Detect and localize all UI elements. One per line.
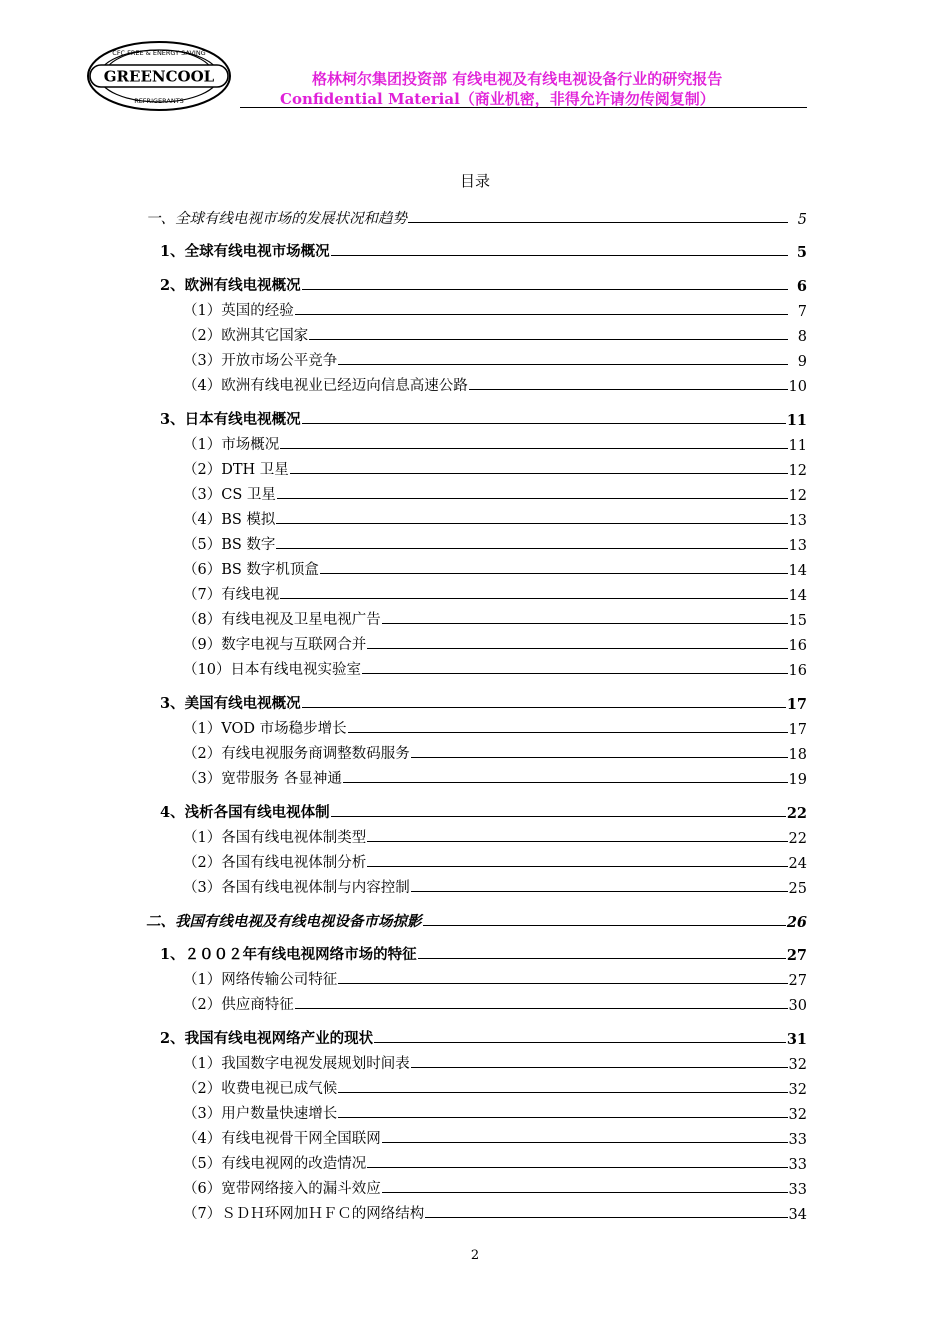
confidential-en: Confidential Material	[280, 90, 460, 108]
toc-entry[interactable]	[146, 604, 807, 629]
toc-entry[interactable]	[146, 1173, 807, 1198]
toc-entry-page: 16	[788, 638, 807, 654]
toc-entry-label: （1）VOD 市场稳步增长	[183, 721, 347, 737]
toc-entry-label: 3、日本有线电视概况	[160, 411, 301, 428]
toc-entry-page: 13	[788, 513, 807, 529]
greencool-logo	[86, 40, 232, 112]
toc-entry-label: （7）有线电视	[183, 587, 280, 603]
toc-entry-page: 19	[788, 772, 807, 788]
toc-leader	[302, 289, 788, 290]
toc-entry[interactable]	[146, 797, 807, 822]
toc-entry-page: 11	[788, 438, 807, 454]
toc-entry-page: 16	[788, 663, 807, 679]
toc-leader	[338, 364, 788, 365]
toc-entry-page: 25	[788, 881, 807, 897]
page-number: 2	[470, 1248, 480, 1263]
toc-entry[interactable]	[146, 404, 807, 429]
toc-leader	[309, 339, 788, 340]
toc-leader	[367, 1167, 787, 1168]
toc-leader	[411, 1067, 788, 1068]
toc-entry-label: 二、我国有线电视及有线电视设备市场掠影	[146, 913, 422, 930]
toc-entry[interactable]	[146, 939, 807, 964]
toc-entry-label: （5）有线电视网的改造情况	[183, 1156, 367, 1172]
toc-entry-label: （2）收费电视已成气候	[183, 1081, 338, 1097]
confidential-cn: （商业机密，非得允许请勿传阅复制）	[459, 90, 715, 108]
toc-entry[interactable]	[146, 904, 807, 931]
toc-leader	[343, 782, 788, 783]
toc-entry-page: 9	[797, 354, 807, 370]
toc-entry-page: 7	[797, 304, 807, 320]
toc-entry-page: 30	[788, 998, 807, 1014]
toc-leader	[425, 1217, 787, 1218]
toc-entry-label: （4）欧洲有线电视业已经迈向信息高速公路	[183, 378, 468, 394]
toc-entry-page: 15	[788, 613, 807, 629]
toc-entry-page: 32	[788, 1082, 807, 1098]
page-header	[0, 0, 950, 112]
toc-entry-label: 1、全球有线电视市场概况	[160, 243, 330, 260]
toc-entry-page: 33	[788, 1157, 807, 1173]
toc-leader	[290, 473, 788, 474]
toc-entry-label: （1）市场概况	[183, 437, 280, 453]
toc-entry-label: （4）有线电视骨干网全国联网	[183, 1131, 381, 1147]
toc-entry[interactable]	[146, 738, 807, 763]
toc-leader	[331, 816, 786, 817]
toc-entry-page: 10	[788, 379, 807, 395]
toc-leader	[423, 925, 786, 926]
toc-entry-page: 32	[788, 1107, 807, 1123]
toc-entry-page: 17	[786, 696, 807, 713]
toc-entry-page: 27	[786, 947, 807, 964]
toc-leader	[302, 707, 786, 708]
toc-entry-page: 14	[788, 563, 807, 579]
toc-entry[interactable]	[146, 529, 807, 554]
toc-leader	[367, 841, 787, 842]
toc-leader	[338, 983, 787, 984]
toc-entry[interactable]	[146, 688, 807, 713]
toc-leader	[418, 958, 786, 959]
toc-entry-page: 33	[788, 1132, 807, 1148]
toc-entry[interactable]	[146, 320, 807, 345]
toc-entry[interactable]	[146, 822, 807, 847]
toc-entry-label: （1）网络传输公司特征	[183, 972, 338, 988]
confidential-notice	[280, 88, 715, 109]
toc-entry[interactable]	[146, 1073, 807, 1098]
toc-leader	[408, 222, 788, 223]
toc-entry[interactable]	[146, 579, 807, 604]
toc-entry[interactable]	[146, 1048, 807, 1073]
toc-entry[interactable]	[146, 964, 807, 989]
toc-leader	[411, 757, 788, 758]
toc-leader	[338, 1117, 787, 1118]
toc-leader	[382, 1192, 788, 1193]
toc-entry-label: （3）宽带服务 各显神通	[183, 771, 342, 787]
toc-leader	[367, 648, 787, 649]
toc-entry[interactable]	[146, 201, 807, 228]
toc-entry[interactable]	[146, 872, 807, 897]
toc-entry-page: 34	[788, 1207, 807, 1223]
toc-entry-page: 13	[788, 538, 807, 554]
toc-entry-page: 5	[797, 212, 807, 228]
toc-entry-label: （2）供应商特征	[183, 997, 294, 1013]
toc-entry-label: （3）各国有线电视体制与内容控制	[183, 880, 410, 896]
toc-entry-page: 26	[786, 914, 807, 931]
toc-entry[interactable]	[146, 1198, 807, 1223]
toc-entry[interactable]	[146, 1023, 807, 1048]
toc-leader	[295, 314, 788, 315]
toc-entry-page: 32	[788, 1057, 807, 1073]
toc-leader	[280, 598, 787, 599]
toc-entry-page: 27	[788, 973, 807, 989]
toc-entry-label: （5）BS 数字	[183, 537, 276, 553]
toc-entry[interactable]	[146, 654, 807, 679]
toc-leader	[411, 891, 788, 892]
toc-entry-page: 18	[788, 747, 807, 763]
toc-entry-page: 33	[788, 1182, 807, 1198]
toc-entry[interactable]	[146, 1148, 807, 1173]
toc-entry-label: （8）有线电视及卫星电视广告	[183, 612, 381, 628]
toc-leader	[295, 1008, 788, 1009]
toc-entry-label: （2）各国有线电视体制分析	[183, 855, 367, 871]
toc-entry-page: 8	[797, 329, 807, 345]
toc-entry[interactable]	[146, 847, 807, 872]
toc-leader	[382, 623, 788, 624]
toc-leader	[276, 523, 787, 524]
toc-entry-label: （7）ＳＤＨ环网加ＨＦＣ的网络结构	[183, 1206, 425, 1222]
toc-entry-page: 31	[786, 1031, 807, 1048]
toc-entry[interactable]	[146, 236, 807, 261]
toc-entry[interactable]	[146, 429, 807, 454]
toc-entry-page: 22	[786, 805, 807, 822]
toc-heading: 目录	[459, 172, 490, 190]
toc-leader	[320, 573, 788, 574]
toc-entry-label: 一、全球有线电视市场的发展状况和趋势	[146, 211, 407, 227]
toc-entry[interactable]	[146, 1123, 807, 1148]
toc-entry-page: 12	[788, 488, 807, 504]
toc-leader	[280, 448, 787, 449]
toc-entry-page: 6	[796, 278, 807, 295]
toc-entry-label: （2）DTH 卫星	[183, 462, 289, 478]
toc-entry-page: 17	[788, 722, 807, 738]
logo-bottom-text: REFRIGERANTS	[134, 97, 184, 105]
toc-entry-label: 1、２００２年有线电视网络市场的特征	[160, 946, 417, 963]
toc-entry-page: 11	[786, 412, 807, 429]
toc-entry-label: 2、欧洲有线电视概况	[160, 277, 301, 294]
toc-entry[interactable]	[146, 763, 807, 788]
toc-leader	[277, 498, 788, 499]
toc-entry-label: （2）有线电视服务商调整数码服务	[183, 746, 410, 762]
logo-text: GREENCOOL	[103, 67, 215, 86]
toc-leader	[302, 423, 786, 424]
toc-leader	[469, 389, 788, 390]
toc-entry-page: 5	[796, 244, 807, 261]
toc-entry-label: （3）开放市场公平竞争	[183, 353, 338, 369]
toc-entry-page: 22	[788, 831, 807, 847]
toc-entry-label: 3、美国有线电视概况	[160, 695, 301, 712]
toc-entry[interactable]	[146, 1098, 807, 1123]
toc-entry-page: 14	[788, 588, 807, 604]
toc-entry-label: （2）欧洲其它国家	[183, 328, 309, 344]
report-title: 格林柯尔集团投资部 有线电视及有线电视设备行业的研究报告	[312, 70, 723, 88]
toc-leader	[382, 1142, 788, 1143]
toc-leader	[367, 866, 787, 867]
toc-entry[interactable]	[146, 370, 807, 395]
toc-entry[interactable]	[146, 504, 807, 529]
toc-entry-label: （3）CS 卫星	[183, 487, 276, 503]
toc-entry[interactable]	[146, 713, 807, 738]
toc-entry-label: （9）数字电视与互联网合并	[183, 637, 367, 653]
toc-entry-page: 24	[788, 856, 807, 872]
toc-leader	[374, 1042, 786, 1043]
toc-entry-label: 2、我国有线电视网络产业的现状	[160, 1030, 374, 1047]
toc-entry-page: 12	[788, 463, 807, 479]
toc-leader	[276, 548, 787, 549]
toc-leader	[331, 255, 788, 256]
toc-entry[interactable]	[146, 295, 807, 320]
toc-entry[interactable]	[146, 629, 807, 654]
toc-entry[interactable]	[146, 554, 807, 579]
toc-entry-label: （6）宽带网络接入的漏斗效应	[183, 1181, 381, 1197]
toc-entry-label: （1）英国的经验	[183, 303, 294, 319]
toc-leader	[338, 1092, 787, 1093]
toc-entry[interactable]	[146, 454, 807, 479]
toc-entry-label: 4、浅析各国有线电视体制	[160, 804, 330, 821]
toc-entry[interactable]	[146, 479, 807, 504]
toc-entry-label: （1）我国数字电视发展规划时间表	[183, 1056, 410, 1072]
toc-entry[interactable]	[146, 989, 807, 1014]
toc-entry-label: （1）各国有线电视体制类型	[183, 830, 367, 846]
toc-entry-label: （6）BS 数字机顶盒	[183, 562, 319, 578]
logo-top-text: CFC FREE & ENERGY SAVING	[112, 49, 206, 57]
toc-entry-label: （4）BS 模拟	[183, 512, 276, 528]
header-rule	[240, 107, 807, 108]
toc-entry-label: （3）用户数量快速增长	[183, 1106, 338, 1122]
toc-leader	[348, 732, 788, 733]
table-of-contents	[146, 201, 807, 1223]
toc-entry[interactable]	[146, 345, 807, 370]
toc-leader	[362, 673, 788, 674]
toc-entry-label: （10）日本有线电视实验室	[183, 662, 361, 678]
toc-entry[interactable]	[146, 270, 807, 295]
